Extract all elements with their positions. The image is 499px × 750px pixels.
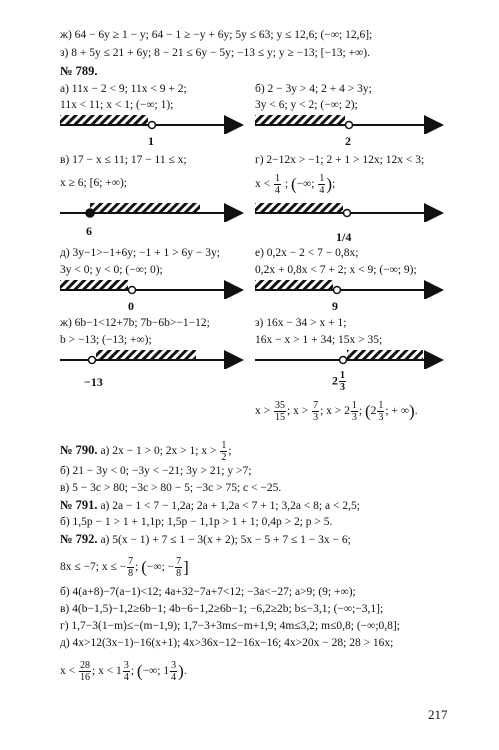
numerator: 1: [275, 173, 280, 184]
text-part: x >: [255, 405, 271, 418]
p789-d-point-label: 0: [128, 299, 134, 313]
problem-791-number: № 791.: [60, 498, 98, 512]
fraction: [351, 400, 358, 423]
p789-v-line1: в) 17 − x ≤ 11; 17 − 11 ≤ x;: [60, 154, 187, 166]
p790-v: в) 5 − 3c > 80; −3c > 80 − 5; −3c > 75; c < −25.: [60, 482, 282, 494]
denominator: 3: [313, 412, 319, 423]
fraction: [339, 370, 346, 393]
denominator: 4: [275, 185, 280, 196]
text-part: −∞; −: [146, 561, 175, 574]
p790-b: б) 21 − 3y < 0; −3y < −21; 3y > 21; y >7;: [60, 465, 252, 477]
number-line-zh: [60, 347, 245, 369]
hatch-region: [347, 350, 423, 360]
text-part: ; x < 1: [92, 665, 122, 678]
denominator: 3: [378, 412, 384, 423]
text-part: ; x > 2: [320, 405, 350, 418]
paren-open: (: [290, 174, 297, 194]
p792-g: г) 1,7−3(1−m)≤−(m−1,9); 1,7−3+3m≤−m+1,9; 4m≤3,2; m≤0,8; (−∞;0,8];: [60, 620, 400, 632]
numerator: 1: [351, 400, 357, 411]
p789-d-line2: 3y < 0; y < 0; (−∞; 0);: [60, 264, 163, 276]
number-line-e: [255, 277, 445, 299]
fraction: [312, 400, 319, 423]
p792-v: в) 4(b−1,5)−1,2≥6b−1; 4b−6−1,2≥6b−1; −6,2≥2b; b≤−3,1; (−∞;−3,1];: [60, 603, 384, 615]
open-point: [129, 287, 136, 294]
p789-g-line1: г) 2−12x > −1; 2 + 1 > 12x; 12x < 3;: [255, 154, 425, 166]
paren-close: ): [326, 174, 333, 194]
denominator: 4: [319, 185, 325, 196]
text-part: ;: [358, 405, 363, 418]
paren-close: ): [409, 401, 415, 421]
paren-open: (: [364, 401, 371, 421]
p789-e-line2: 0,2x + 0,8x < 7 + 2; x < 9; (−∞; 9);: [255, 264, 417, 276]
numerator: 7: [176, 556, 182, 567]
fraction: [175, 556, 182, 579]
p789-v-point-label: 6: [86, 224, 92, 238]
line-z: з) 8 + 5y ≤ 21 + 6y; 8 − 21 ≤ 6y − 5y; −13 ≤ y; y ≥ −13; [−13; +∞).: [60, 47, 370, 59]
fraction: [127, 556, 134, 579]
text-part: 2: [370, 405, 377, 418]
text-part: ;: [284, 178, 289, 191]
paren-open: (: [141, 557, 147, 577]
p789-a-line2: 11x < 11; x < 1; (−∞; 1);: [60, 99, 174, 111]
numerator: 1: [378, 400, 384, 411]
text-part: а) 5(x − 1) + 7 ≤ 1 − 3(x + 2); 5x − 5 + 7 ≤ 1 − 3x − 6;: [100, 534, 351, 546]
numerator: 7: [313, 400, 319, 411]
denominator: 4: [171, 672, 177, 683]
p789-b-line2: 3y < 6; y < 2; (−∞; 2);: [255, 99, 358, 111]
p789-e-point-label: 9: [332, 299, 338, 313]
open-point: [340, 357, 347, 364]
number-line-g: [255, 200, 445, 222]
hatch-region: [96, 350, 196, 360]
fraction: [274, 400, 286, 423]
p789-z-point-label: [332, 370, 347, 393]
number-line-v: [60, 200, 245, 222]
hatch-region: [255, 203, 343, 213]
hatch-region: [90, 203, 200, 213]
problem-790-number: № 790.: [60, 443, 98, 458]
p792-a2: [60, 556, 189, 579]
p789-zh-line2: b > −13; (−13; +∞);: [60, 334, 152, 346]
numerator: 1: [221, 440, 227, 451]
text-part: ; + ∞: [385, 405, 410, 418]
text-part: 8x ≤ −7; x ≤ −: [60, 561, 127, 574]
fraction: [123, 660, 130, 683]
denominator: 3: [351, 412, 357, 423]
hatch-region: [255, 280, 333, 290]
p792-e: [60, 660, 187, 683]
text-part: а) 2x − 1 > 0; 2x > 1; x >: [100, 445, 217, 458]
open-point: [346, 122, 353, 129]
p792-d: д) 4x>12(3x−1)−16(x+1); 4x>36x−12−16x−16; 4x>20x − 28; 28 > 16x;: [60, 637, 394, 649]
denominator: 8: [128, 568, 134, 579]
number-line-z: [255, 347, 445, 369]
p790-a: [60, 440, 232, 463]
text-part: .: [183, 665, 187, 678]
open-point: [89, 357, 96, 364]
p789-a-point-label: 1: [148, 134, 154, 148]
number-line-d: [60, 277, 245, 299]
text-part: ;: [332, 178, 336, 191]
hatch-region: [60, 280, 128, 290]
fraction: [170, 660, 177, 683]
p789-b-line1: б) 2 − 3y > 4; 2 + 4 > 3y;: [255, 83, 372, 95]
numerator: 1: [319, 173, 325, 184]
numerator: 1: [340, 370, 345, 381]
denominator: 4: [123, 672, 129, 683]
text-part: x <: [60, 665, 76, 678]
p789-g-line2: [255, 173, 335, 196]
fraction: [318, 173, 325, 196]
fraction: [377, 400, 384, 423]
p791-b: б) 1,5p − 1 > 1 + 1,1p; 1,5p − 1,1p > 1 + 1; 0,4p > 2; p > 5.: [60, 516, 333, 528]
text-part: −∞;: [296, 178, 315, 191]
p789-zh-line1: ж) 6b−1<12+7b; 7b−6b>−1−12;: [60, 317, 210, 329]
open-point: [149, 122, 156, 129]
number-line-a: [60, 112, 245, 134]
p789-z-line1: з) 16x − 34 > x + 1;: [255, 317, 347, 329]
text-part: ;: [130, 665, 135, 678]
p789-b-point-label: 2: [345, 134, 351, 148]
open-point: [344, 210, 351, 217]
numerator: 28: [80, 660, 90, 671]
text-part: ;: [228, 445, 232, 458]
text-part: x <: [255, 178, 271, 191]
text-part: ; x >: [287, 405, 309, 418]
denominator: 15: [275, 412, 285, 423]
text-part: ;: [135, 561, 139, 574]
p792-b: б) 4(a+8)−7(a−1)<12; 4a+32−7a+7<12; −3a<−27; a>9; (9; +∞);: [60, 586, 356, 598]
p789-v-line2: x ≥ 6; [6; +∞);: [60, 177, 127, 189]
whole-part: 2: [332, 373, 338, 388]
p789-a-line1: а) 11x − 2 < 9; 11x < 9 + 2;: [60, 83, 187, 95]
p789-d-line1: д) 3y−1>−1+6y; −1 + 1 > 6y − 3y;: [60, 247, 220, 259]
numerator: 3: [171, 660, 177, 671]
p789-g-point-label: 1/4: [336, 230, 352, 244]
paren-close: ): [178, 661, 184, 681]
p789-zh-point-label: −13: [84, 375, 103, 389]
text-part: .: [414, 405, 418, 418]
denominator: 16: [80, 672, 90, 683]
fraction: [220, 440, 227, 463]
number-line-b: [255, 112, 445, 134]
p789-z-line3: [255, 400, 418, 423]
p792-a1: [60, 532, 351, 547]
filled-point: [86, 209, 94, 217]
p789-z-line2: 16x − x > 1 + 34; 15x > 35;: [255, 334, 383, 346]
numerator: 35: [275, 400, 285, 411]
p789-e-line1: е) 0,2x − 2 < 7 − 0,8x;: [255, 247, 359, 259]
text-part: −∞; 1: [142, 665, 170, 678]
text-part: а) 2a − 1 < 7 − 1,2a; 2a + 1,2a < 7 + 1; 3,2a < 8; a < 2,5;: [100, 500, 360, 512]
numerator: 3: [123, 660, 129, 671]
fraction: [79, 660, 91, 683]
numerator: 7: [128, 556, 134, 567]
denominator: 8: [176, 568, 182, 579]
line-zh: ж) 64 − 6y ≥ 1 − y; 64 − 1 ≥ −y + 6y; 5y ≤ 63; y ≤ 12,6; (−∞; 12,6];: [60, 29, 373, 41]
hatch-region: [255, 115, 345, 125]
hatch-region: [60, 115, 148, 125]
problem-792-number: № 792.: [60, 532, 98, 546]
problem-789-number: № 789.: [60, 64, 98, 78]
open-point: [334, 287, 341, 294]
page-number: 217: [428, 707, 448, 722]
denominator: 2: [221, 452, 227, 463]
p791-a: [60, 498, 360, 513]
bracket-close: ]: [183, 557, 189, 577]
denominator: 3: [340, 382, 345, 393]
fraction: [274, 173, 281, 196]
paren-open: (: [136, 661, 143, 681]
